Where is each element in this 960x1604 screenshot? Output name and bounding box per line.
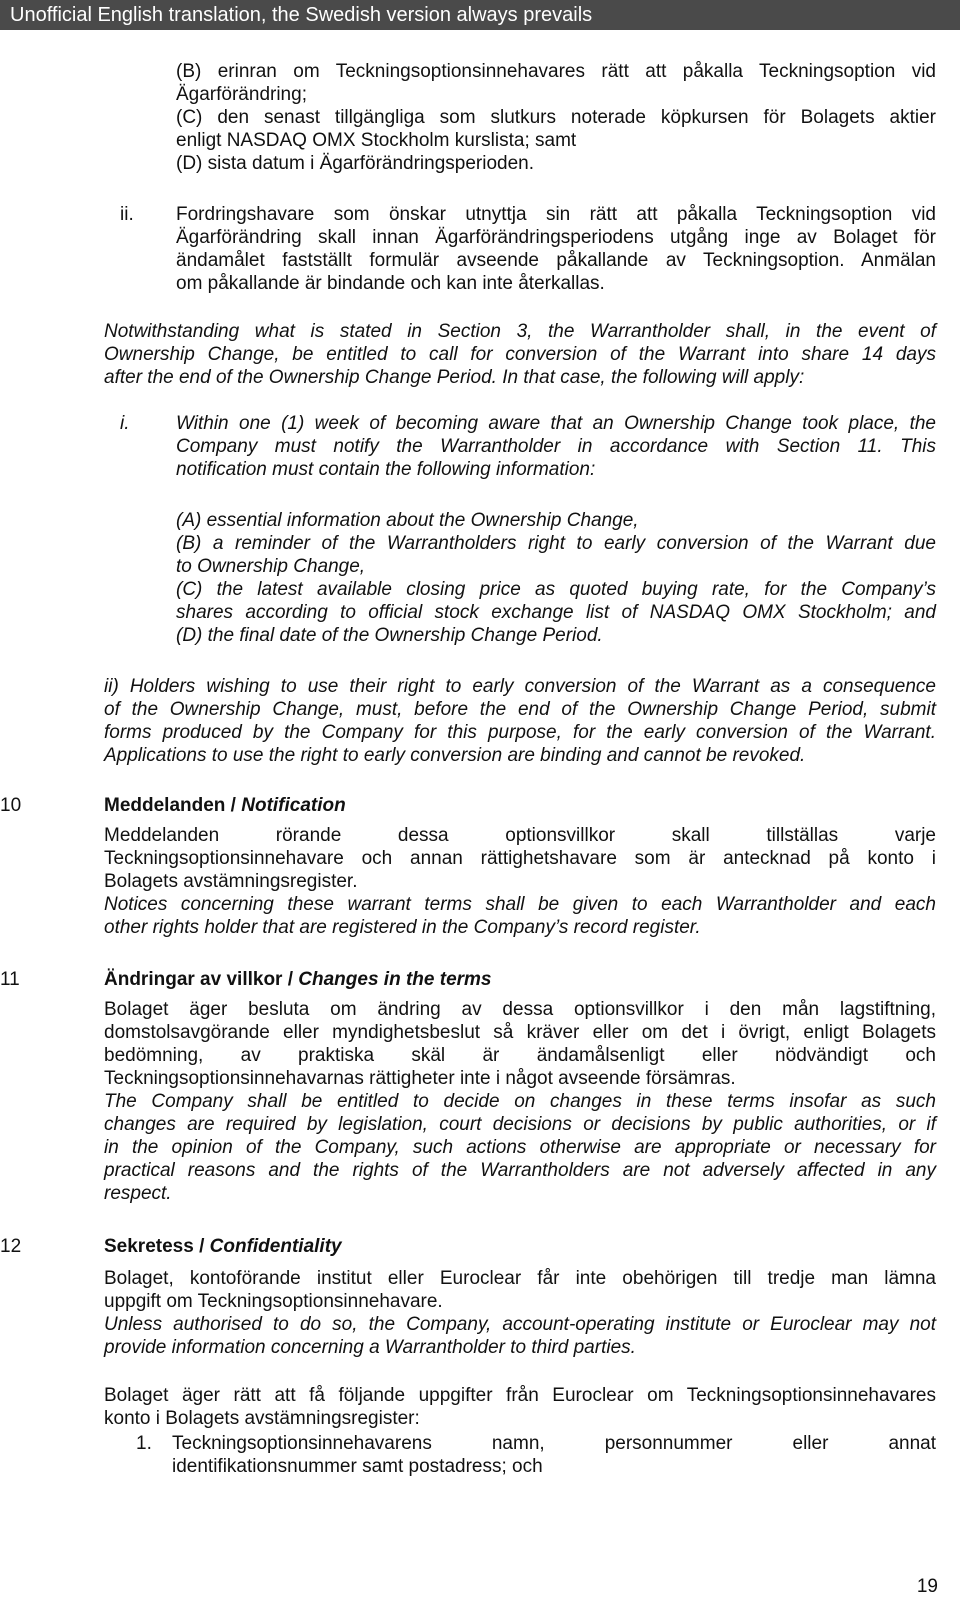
list-marker: 1.	[136, 1433, 152, 1454]
english-item-i	[176, 412, 936, 481]
paragraph-line: Bolagets avstämningsregister.	[104, 871, 358, 892]
paragraph-line: The Company shall be entitled to decide on changes in these terms insofar as such	[104, 1091, 936, 1112]
section-11-body	[104, 998, 936, 1205]
paragraph-line: Notwithstanding what is stated in Section 3, the Warrantholder shall, in the event of	[104, 321, 936, 342]
paragraph-line: after the end of the Ownership Change Period. In that case, the following will apply:	[104, 367, 805, 388]
list-item-d: (D) the final date of the Ownership Change Period.	[176, 625, 603, 646]
paragraph-line: other rights holder that are registered in the Company’s record register.	[104, 917, 701, 938]
paragraph-line: Teckningsoptionsinnehavare och annan rättighetshavare som är antecknad på konto i	[104, 848, 936, 869]
section-10-body	[104, 824, 936, 939]
list-item-c-cont: shares according to official stock exchange list of NASDAQ OMX Stockholm; and	[176, 602, 936, 623]
heading-sv: Sekretess /	[104, 1236, 205, 1257]
paragraph-line: Meddelanden rörande dessa optionsvillkor skall tillställas varje	[104, 825, 936, 846]
heading-en: Confidentiality	[209, 1236, 342, 1257]
paragraph-line: domstolsavgörande eller myndighetsbeslut så kräver eller om det i övrigt, enligt Bolagets	[104, 1022, 936, 1043]
paragraph-line: Unless authorised to do so, the Company, account-operating institute or Euroclear may not	[104, 1314, 936, 1335]
list-item-b-cont: Ägarförändring;	[176, 84, 307, 105]
paragraph-line: uppgift om Teckningsoptionsinnehavare.	[104, 1291, 443, 1312]
page-number: 19	[916, 1576, 938, 1597]
paragraph-line: ii) Holders wishing to use their right to early conversion of the Warrant as a consequence	[104, 676, 936, 697]
heading-sv: Meddelanden /	[104, 795, 236, 816]
paragraph-line: forms produced by the Company for this purpose, for the early conversion of the Warrant.	[104, 722, 936, 743]
paragraph-line: Within one (1) week of becoming aware that an Ownership Change took place, the	[176, 413, 936, 434]
list-item-a: (A) essential information about the Ownership Change,	[176, 510, 639, 531]
translation-banner	[0, 0, 960, 30]
section-number: 10	[0, 795, 22, 816]
paragraph-line: Ownership Change, be entitled to call for conversion of the Warrant into share 14 days	[104, 344, 936, 365]
section-12-list-item	[172, 1432, 936, 1478]
heading-sv: Ändringar av villkor /	[104, 969, 293, 990]
section-12-paragraph-2	[104, 1384, 936, 1430]
paragraph-line: of the Ownership Change, must, before the end of the Ownership Change Period, submit	[104, 699, 936, 720]
list-line: identifikationsnummer samt postadress; och	[172, 1456, 543, 1477]
section-12-body	[104, 1267, 936, 1359]
section-number: 11	[0, 969, 20, 990]
paragraph-line: practical reasons and the rights of the Warrantholders are not adversely affected in any	[104, 1160, 936, 1181]
section-number: 12	[0, 1236, 22, 1257]
section-heading	[104, 968, 492, 991]
list-item-b: (B) erinran om Teckningsoptionsinnehavares rätt att påkalla Teckningsoption vid	[176, 61, 936, 82]
paragraph-line: Applications to use the right to early conversion are binding and cannot be revoked.	[104, 745, 806, 766]
paragraph-line: changes are required by legislation, court decisions or decisions by public authorities, or if	[104, 1114, 936, 1135]
paragraph-line: ändamålet fastställt formulär avseende påkallande av Teckningsoption. Anmälan	[176, 250, 936, 271]
list-line: Teckningsoptionsinnehavarens namn, personnummer eller annat	[172, 1433, 936, 1454]
list-item-c: (C) den senast tillgängliga som slutkurs noterade köpkursen för Bolagets aktier	[176, 107, 936, 128]
list-item-b: (B) a reminder of the Warrantholders right to early conversion of the Warrant due	[176, 533, 936, 554]
section-heading	[104, 1235, 342, 1258]
list-item-c: (C) the latest available closing price as quoted buying rate, for the Company’s	[176, 579, 936, 600]
paragraph-line: in the opinion of the Company, such actions otherwise are appropriate or necessary for	[104, 1137, 936, 1158]
paragraph-line: notification must contain the following information:	[176, 459, 596, 480]
paragraph-line: om påkallande är bindande och kan inte återkallas.	[176, 273, 605, 294]
english-intro-paragraph	[104, 320, 936, 389]
list-item-d: (D) sista datum i Ägarförändringsperioden.	[176, 153, 535, 174]
item-marker: i.	[120, 413, 130, 434]
paragraph-line: respect.	[104, 1183, 172, 1204]
paragraph-line: Teckningsoptionsinnehavarnas rättigheter inte i något avseende försämras.	[104, 1068, 736, 1089]
paragraph-line: provide information concerning a Warrantholder to third parties.	[104, 1337, 636, 1358]
ownership-change-notice-list-sv	[176, 60, 936, 175]
english-item-ii	[104, 675, 936, 767]
heading-en: Changes in the terms	[298, 969, 492, 990]
section-heading	[104, 794, 346, 817]
list-item-c-cont: enligt NASDAQ OMX Stockholm kurslista; samt	[176, 130, 577, 151]
paragraph-line: bedömning, av praktiska skäl är ändamålsenligt eller nödvändigt och	[104, 1045, 936, 1066]
paragraph-line: konto i Bolagets avstämningsregister:	[104, 1408, 420, 1429]
paragraph-line: Ägarförändring skall innan Ägarförändringsperiodens utgång inge av Bolaget för	[176, 227, 936, 248]
paragraph-line: Notices concerning these warrant terms shall be given to each Warrantholder and each	[104, 894, 936, 915]
paragraph-line: Bolaget, kontoförande institut eller Euroclear får inte obehörigen till tredje man lämna	[104, 1268, 936, 1289]
paragraph-line: Bolaget äger rätt att få följande uppgifter från Euroclear om Teckningsoptionsinnehavares	[104, 1385, 936, 1406]
paragraph-line: Fordringshavare som önskar utnyttja sin rätt att påkalla Teckningsoption vid	[176, 204, 936, 225]
paragraph-line: Company must notify the Warrantholder in accordance with Section 11. This	[176, 436, 936, 457]
heading-en: Notification	[241, 795, 346, 816]
paragraph-line: Bolaget äger besluta om ändring av dessa optionsvillkor i den mån lagstiftning,	[104, 999, 936, 1020]
swedish-item-ii	[176, 203, 936, 295]
translation-notice: Unofficial English translation, the Swedish version always prevails	[10, 4, 593, 26]
item-marker: ii.	[120, 204, 134, 225]
english-item-i-list	[176, 509, 936, 647]
list-item-b-cont: to Ownership Change,	[176, 556, 366, 577]
